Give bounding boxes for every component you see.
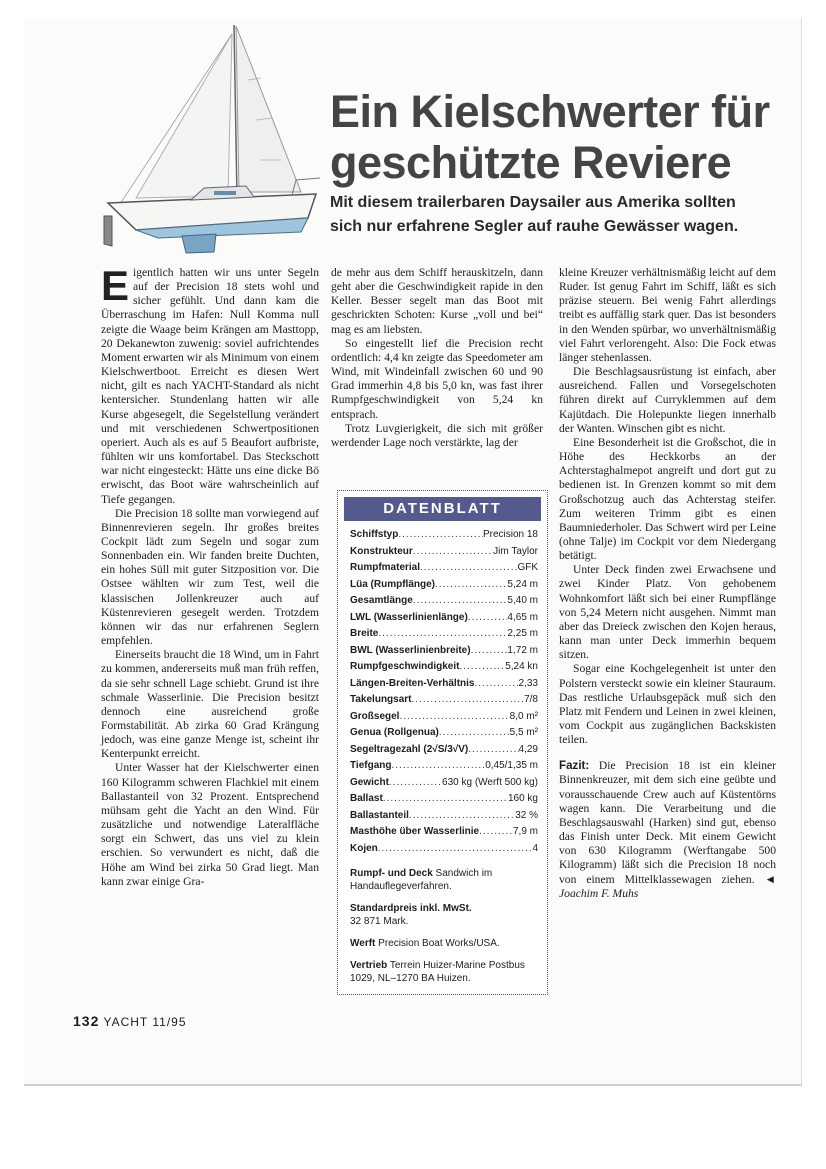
paragraph: igentlich hatten wir uns unter Segeln auf der Precision 18 stets wohl und sicher gefühlt. Und dann kam die Überraschung im Hafen: Null Komma null zeigte die Waage beim Krängen am Masttopp, 20 Dekanewton zuwenig: soviel aufrichtendes Moment erwarten wir als Minimum von einem Kielschwertboot. Erreicht es diesen Wert nicht, gilt es nach YACHT-Standard als nicht kentersicher. Stundenlang hatten wir alle Kurse abgesegelt, die Segelstellung verändert und mit verschiedenen Schwertpositionen operiert. Auch als es auf 5 Beaufort aufbriste, fühlten wir uns komfortabel. Das Steckschott war nicht eingesteckt: Hätte uns eine dicke Bö erwischt, das Boot wäre wahrscheinlich auf Tiefe gegangen.: [101, 266, 319, 506]
magazine-issue: YACHT 11/95: [103, 1015, 187, 1029]
paragraph: So eingestellt lief die Precision recht ordentlich: 4,4 kn zeigte das Speedometer am Wind, mit Windeinfall zwischen 60 und 90 Grad immerhin 4,8 bis 5,0 kn, was fast ihrer Rumpfgeschwindigkeit von 5,24 kn entsprach.: [331, 336, 543, 421]
info-label: Standardpreis inkl. MwSt.: [350, 903, 472, 914]
spec-value: 4: [532, 842, 538, 854]
data-sheet-row: [350, 692, 538, 709]
spec-value: 7,9 m: [512, 826, 538, 837]
data-sheet-row: [350, 643, 538, 660]
paragraph: Eine Besonderheit ist die Großschot, die in Höhe des Heckkorbs an der Achterstaghalmepot angreift und dort gut zu bedienen ist. In Grenzen kommt so mit dem Großschotzug auch das Achterstag steifer. Zum weiteren Trimm gibt es einen Baumniederholer. Das Schwert wird per Leine (ohne Talje) im Cockpit vor dem Niedergang betätigt.: [559, 435, 776, 563]
leader-dots: [413, 544, 493, 561]
info-text: 32 871 Mark.: [350, 916, 409, 927]
data-sheet-row: [350, 610, 538, 627]
data-sheet-row: [350, 775, 538, 792]
data-sheet-row: [350, 544, 538, 561]
data-sheet-row: [350, 577, 538, 594]
spec-label: Takelungsart: [350, 694, 412, 705]
data-sheet-row: [350, 841, 538, 858]
leader-dots: [468, 742, 518, 759]
spec-label: Genua (Rollgenua): [350, 727, 439, 738]
leader-dots: [389, 775, 442, 792]
paragraph: de mehr aus dem Schiff herauskitzeln, dann geht aber die Geschwindigkeit rapide in den Keller. Besser segelt man das Boot mit geschrickten Schoten: Kurse „voll und bei“ mag es am liebsten.: [331, 266, 543, 336]
paragraph: Unter Wasser hat der Kielschwerter einen 160 Kilogramm schweren Flachkiel mit einem Ballastanteil von 32 Prozent. Entsprechend mühsam geht die Yacht an den Wind. Für zusätzliche und notwendige Lateralfläche sorgt ein Schwert, das uns viel zu klein erschien. So verwundert es nicht, daß die Höhe am Wind bei zirka 50 Grad liegt. Man kann zwar einige Gra-: [101, 761, 319, 888]
spec-value: 8,0 m²: [509, 710, 538, 722]
leader-dots: [420, 560, 517, 577]
paragraph: Trotz Luvgierigkeit, die sich mit größer werdender Lage noch verstärkte, lag der: [331, 421, 543, 449]
page-number: 132: [73, 1013, 100, 1029]
leader-dots: [391, 758, 485, 775]
spec-value: 5,24 kn: [505, 661, 538, 672]
spec-value: 5,40 m: [507, 595, 538, 606]
leader-dots: [435, 577, 507, 594]
spec-value: 4,65 m: [507, 611, 538, 623]
spec-label: Masthöhe über Wasserlinie: [350, 826, 480, 837]
spec-value: 630 kg (Werft 500 kg): [442, 776, 538, 788]
data-sheet-info: [350, 867, 538, 985]
data-sheet-row: [350, 742, 538, 759]
spec-label: BWL (Wasserlinienbreite): [350, 644, 471, 656]
data-sheet-row: [350, 709, 538, 726]
info-text: Precision Boat Works/USA.: [375, 938, 500, 949]
leader-dots: [413, 593, 508, 610]
info-label: Vertrieb: [350, 960, 388, 971]
spec-value: 2,25 m: [507, 628, 538, 639]
data-sheet-rows: [350, 527, 538, 857]
spec-value: Jim Taylor: [493, 545, 538, 557]
data-sheet-row: [350, 593, 538, 610]
leader-dots: [439, 725, 510, 742]
leader-dots: [383, 791, 508, 808]
spec-label: Tiefgang: [350, 760, 392, 771]
leader-dots: [399, 709, 509, 726]
fazit-label: Fazit:: [559, 759, 590, 773]
paragraph: Unter Deck finden zwei Erwachsene und zwei Kinder Platz. Von gehobenem Wohnkomfort läßt sich bei einer Rumpflänge von 5,24 Metern nicht ausgehen. Nimmt man aber das Dreieck zwischen den Kojen heraus, kann man unter Deck immerhin bequem sitzen.: [559, 563, 776, 662]
spec-label: Ballastanteil: [350, 809, 409, 821]
data-sheet-row: [350, 824, 538, 841]
paragraph: Einerseits braucht die 18 Wind, um in Fahrt zu kommen, andererseits muß man früh reffen, da sie sehr schnell Lage schiebt. Grund ist ihre schmale Wasserlinie. Die Precision besitzt dennoch eine ausreichend große Formstabilität. Ab zirka 60 Grad Krängung jedoch, was eine ganze Menge ist, scheint ihr Kenterpunkt erreicht.: [101, 648, 319, 761]
text-column-3: [559, 266, 776, 901]
article-title: Ein Kielschwerter für geschützte Reviere: [330, 86, 770, 188]
paragraph: Die Precision 18 sollte man vorwiegend auf Binnenrevieren segeln. Ihr großes breites Cockpit lädt zum Segeln und sogar zum Sonnenbaden ein. Wir fanden breite Duchten, ein hohes Süll mit guter Sitzposition vor. Die Ostsee wählten wir zum Test, weil die klassischen Jollenkreuzer auch auf Küstenrevieren gesegelt werden. Trotzdem können wir das nur erfahrenen Seglern empfehlen.: [101, 506, 319, 648]
leader-dots: [398, 527, 483, 544]
text-column-1: [101, 262, 319, 889]
page-footer: [73, 1013, 187, 1029]
spec-label: Gewicht: [350, 776, 389, 788]
spec-label: Rumpfgeschwindigkeit: [350, 661, 460, 672]
data-sheet-box: [337, 490, 548, 995]
leader-dots: [378, 626, 507, 643]
data-sheet-row: [350, 791, 538, 808]
paragraph: Sogar eine Kochgelegenheit ist unter den Polstern versteckt sowie ein kleiner Stauraum. Das restliche Urlaubsgepäck muß sich den Platz mit Fendern und Leinen in zwei kleinen, vom Cockpit aus zugänglichen Backskisten teilen.: [559, 662, 776, 747]
spec-value: 32 %: [515, 809, 538, 821]
paragraph: kleine Kreuzer verhältnismäßig leicht auf dem Ruder. Ist genug Fahrt im Schiff, läßt es sich präzise steuern. Bei wenig Fahrt allerdings treibt es auffällig stark quer. Das ist besonders in den Wenden spürbar, wo unverhältnismäßig viel Fahrt verlorengeht. Also: Die Fock etwas länger stehenlassen.: [559, 266, 776, 364]
spec-label: Schiffstyp: [350, 529, 399, 540]
spec-label: Breite: [350, 628, 379, 639]
drop-cap: E: [101, 262, 130, 309]
data-sheet-row: [350, 725, 538, 742]
spec-value: 5,5 m²: [509, 727, 538, 738]
leader-dots: [471, 643, 508, 660]
data-sheet-row: [350, 758, 538, 775]
data-sheet-row: [350, 808, 538, 825]
spec-value: 7/8: [524, 694, 538, 705]
spec-label: Ballast: [350, 793, 383, 804]
spec-value: 2,33: [518, 677, 538, 689]
leader-dots: [468, 610, 508, 627]
spec-label: Lüa (Rumpflänge): [350, 578, 435, 590]
spec-value: 5,24 m: [507, 578, 538, 590]
leader-dots: [474, 676, 518, 693]
paragraph: Die Beschlagsausrüstung ist einfach, aber ausreichend. Fallen und Vorsegelschoten führen direkt auf Curryklemmen auf dem Kajütdach. Die Holepunkte liegen innerhalb der Wanten. Winschen gibt es nicht.: [559, 365, 776, 435]
spec-label: Kojen: [350, 842, 378, 854]
data-sheet-row: [350, 527, 538, 544]
fazit-text: Die Precision 18 ist ein kleiner Binnenkreuzer, mit dem sich eine geübte und vorausschauende Crew auch auf Küstentörns wagen kann. Die Verarbeitung und die Beschlagsauswahl (Harken) sind gut, ebenso das Finish unter Deck. Mit einem Gewicht von 630 Kilogramm (Werftangabe 500 Kilogramm) läßt sich die Precision 18 noch von einem Mittelklassewagen ziehen. ◄: [559, 759, 776, 886]
spec-label: Konstrukteur: [350, 545, 413, 557]
text-column-2: [331, 266, 543, 450]
article-subtitle: Mit diesem trailerbaren Daysailer aus Amerika sollten sich nur erfahrene Segler auf rauhe Gewässer wagen.: [330, 194, 739, 235]
leader-dots: [409, 808, 515, 825]
spec-label: Gesamtlänge: [350, 595, 413, 606]
spec-label: Längen-Breiten-Verhältnis: [350, 677, 475, 689]
spec-value: 4,29: [518, 743, 538, 755]
leader-dots: [378, 841, 533, 858]
info-label: Rumpf- und Deck: [350, 868, 433, 879]
info-text: Sandwich im Handauflegeverfahren.: [350, 868, 493, 892]
info-text: Terrein Huizer-Marine Postbus 1029, NL–1270 BA Huizen.: [350, 960, 525, 984]
spec-value: 0,45/1,35 m: [485, 760, 538, 771]
info-label: Werft: [350, 938, 376, 949]
leader-dots: [412, 692, 525, 709]
author-name: Joachim F. Muhs: [559, 886, 639, 900]
data-sheet-heading: DATENBLATT: [344, 497, 541, 521]
data-sheet-row: [350, 560, 538, 577]
spec-label: LWL (Wasserlinienlänge): [350, 611, 468, 623]
data-sheet-row: [350, 676, 538, 693]
leader-dots: [479, 824, 513, 841]
spec-value: 1,72 m: [507, 644, 538, 656]
spec-label: Rumpfmaterial: [350, 562, 421, 573]
sailboat-illustration: [96, 20, 328, 255]
spec-value: GFK: [517, 562, 538, 573]
spec-label: Großsegel: [350, 710, 400, 722]
spec-label: Segeltragezahl (2√S/3√V): [350, 743, 469, 755]
leader-dots: [459, 659, 505, 676]
spec-value: Precision 18: [482, 529, 538, 540]
data-sheet-row: [350, 659, 538, 676]
data-sheet-row: [350, 626, 538, 643]
spec-value: 160 kg: [507, 793, 538, 804]
